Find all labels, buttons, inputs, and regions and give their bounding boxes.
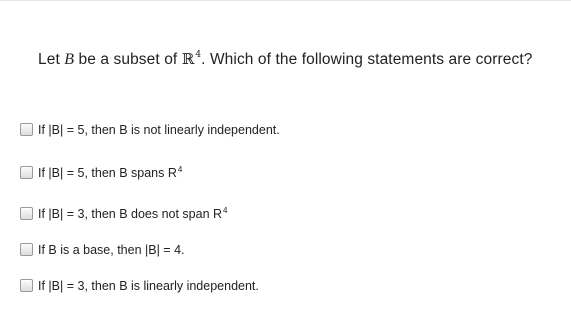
option-5-text: If |B| = 3, then B is linearly independent.: [38, 278, 259, 293]
real-space-exponent: 4: [195, 50, 202, 60]
question-suffix: . Which of the following statements are correct?: [201, 51, 533, 68]
option-3-text: If |B| = 3, then B does not span R: [38, 206, 223, 221]
option-2-sup: 4: [177, 164, 183, 174]
question-variable: B: [64, 51, 75, 68]
option-1[interactable]: [20, 119, 281, 139]
option-5-checkbox[interactable]: [20, 279, 33, 292]
real-space-letter: ℝ: [181, 50, 195, 68]
option-2[interactable]: [20, 162, 182, 182]
option-3[interactable]: [20, 203, 228, 223]
question-prefix: Let: [38, 51, 65, 68]
option-3-sup: 4: [223, 205, 228, 215]
option-1-checkbox[interactable]: [20, 123, 33, 136]
real-space-symbol: [182, 50, 201, 68]
option-5-label: [38, 278, 260, 293]
option-1-label: [38, 122, 281, 137]
question-text: [38, 50, 532, 69]
option-2-checkbox[interactable]: [20, 166, 33, 179]
option-1-text: If |B| = 5, then B is not linearly independent.: [38, 122, 280, 137]
option-4[interactable]: [20, 239, 186, 259]
option-4-text: If B is a base, then |B| = 4.: [38, 242, 185, 257]
top-divider: [0, 0, 571, 1]
option-4-label: [38, 242, 186, 257]
question-middle: be a subset of: [74, 51, 182, 68]
option-3-label: [38, 206, 228, 221]
option-2-text: If |B| = 5, then B spans R: [38, 165, 177, 180]
option-5[interactable]: [20, 275, 260, 295]
option-4-checkbox[interactable]: [20, 243, 33, 256]
option-2-label: [38, 165, 182, 180]
option-3-checkbox[interactable]: [20, 207, 33, 220]
